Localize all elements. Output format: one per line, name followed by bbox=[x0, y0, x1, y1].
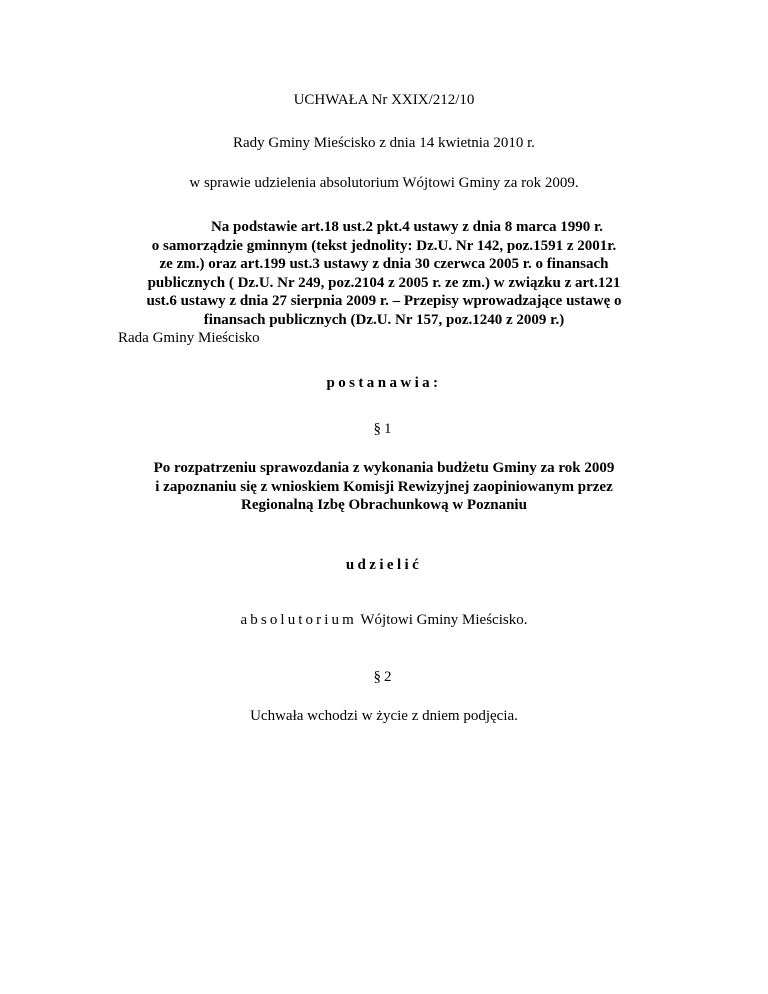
absolutorium-word: absolutorium bbox=[240, 612, 357, 628]
legal-basis-line: o samorządzie gminnym (tekst jednolity: Dz.U. Nr 142, poz.1591 z 2001r. bbox=[151, 237, 617, 254]
council-name: Rada Gminy Mieścisko bbox=[118, 330, 260, 346]
resolution-title: UCHWAŁA Nr XXIX/212/10 bbox=[293, 92, 475, 108]
section-1-line: i zapoznaniu się z wnioskiem Komisji Rewizyjnej zaopiniowanym przez bbox=[155, 478, 613, 495]
legal-basis-line: ust.6 ustawy z dnia 27 sierpnia 2009 r. – Przepisy wprowadzające ustawę o bbox=[146, 293, 622, 310]
legal-basis-line: Na podstawie art.18 ust.2 pkt.4 ustawy z dnia 8 marca 1990 r. bbox=[210, 219, 604, 235]
section-1-line: Po rozpatrzeniu sprawozdania z wykonania budżetu Gminy za rok 2009 bbox=[153, 460, 615, 476]
absolutorium-line bbox=[0, 611, 768, 629]
section-2-marker: §2 bbox=[373, 669, 395, 685]
grant-heading: udzielić bbox=[345, 557, 423, 573]
resolution-subject: w sprawie udzielenia absolutorium Wójtowi Gminy za rok 2009. bbox=[189, 175, 579, 191]
section-1-text bbox=[0, 459, 768, 515]
section-2-text: Uchwała wchodzi w życie z dniem podjęcia. bbox=[250, 708, 518, 724]
legal-basis-line: publicznych ( Dz.U. Nr 249, poz.2104 z 2005 r. ze zm.) w związku z art.121 bbox=[147, 274, 621, 291]
legal-basis-line: finansach publicznych (Dz.U. Nr 157, poz.1240 z 2009 r.) bbox=[203, 311, 565, 328]
legal-basis-line: ze zm.) oraz art.199 ust.3 ustawy z dnia 30 czerwca 2005 r. o finansach bbox=[159, 256, 609, 273]
resolves-heading: postanawia: bbox=[326, 375, 442, 391]
legal-basis bbox=[110, 218, 658, 330]
section-1-marker: §1 bbox=[373, 421, 395, 437]
section-1-line: Regionalną Izbę Obrachunkową w Poznaniu bbox=[241, 497, 527, 513]
council-date: Rady Gminy Mieścisko z dnia 14 kwietnia 2010 r. bbox=[232, 135, 536, 151]
absolutorium-recipient: Wójtowi Gminy Mieścisko. bbox=[360, 612, 528, 628]
